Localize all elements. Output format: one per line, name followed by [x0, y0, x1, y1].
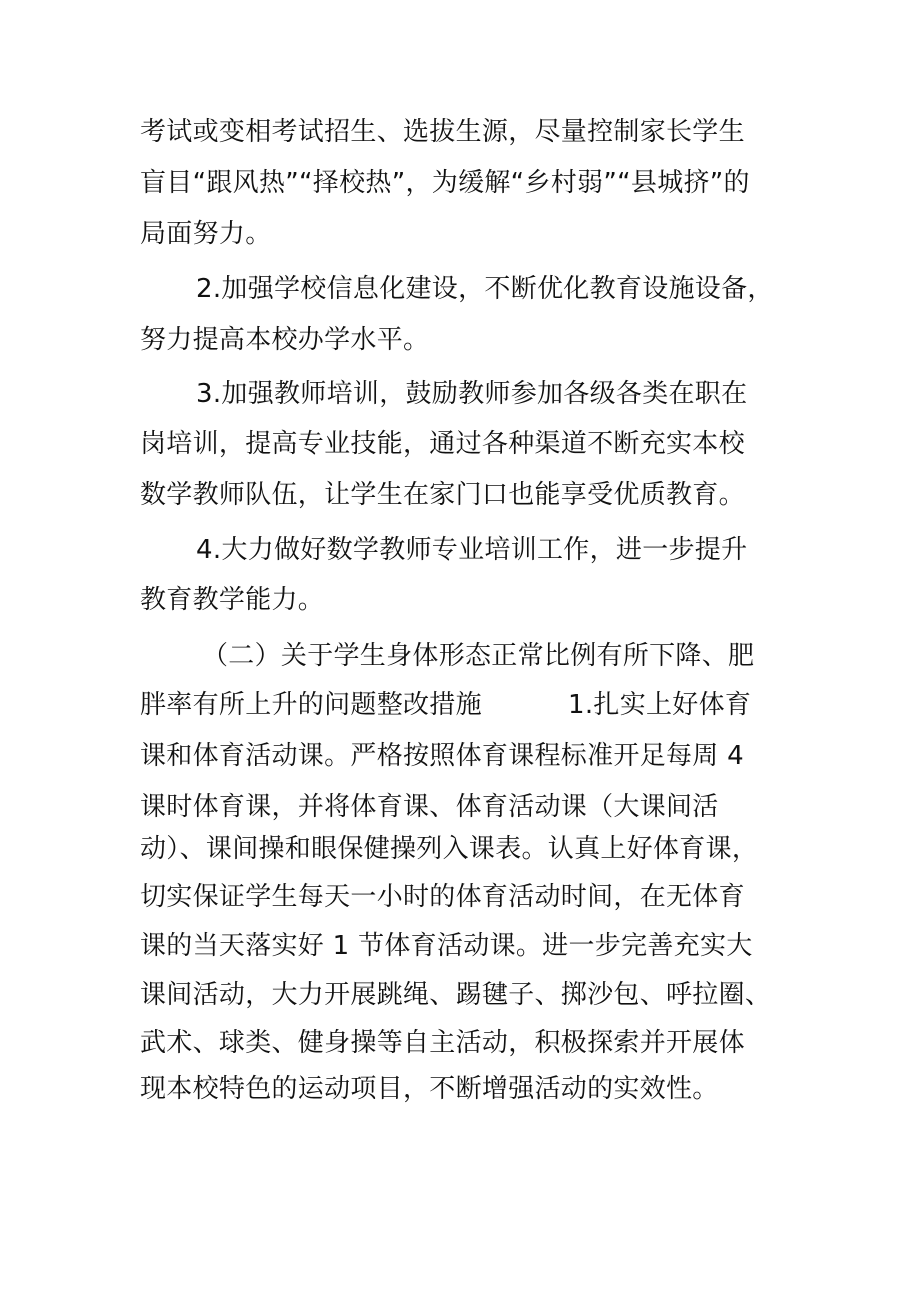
text-line: 现本校特色的运动项目，不断增强活动的实效性。 — [140, 1074, 719, 1104]
text-line: 盲目“跟风热”“择校热”，为缓解“乡村弱”“县城挤”的 — [140, 168, 750, 198]
text-line: 切实保证学生每天一小时的体育活动时间，在无体育 — [140, 882, 745, 912]
text-line: 3.加强教师培训，鼓励教师参加各级各类在职在 — [196, 379, 748, 409]
text-line: 动）、课间操和眼保健操列入课表。认真上好体育课， — [140, 834, 759, 864]
section-heading: （二）关于学生身体形态正常比例有所下降、肥 — [202, 641, 755, 671]
text-line: 课和体育活动课。严格按照体育课程标准开足每周 4 — [140, 741, 745, 771]
text-line: 数学教师队伍，让学生在家门口也能享受优质教育。 — [140, 480, 745, 510]
text-line: 2.加强学校信息化建设，不断优化教育设施设备， — [196, 274, 774, 304]
text-line: 胖率有所上升的问题整改措施 — [140, 690, 482, 720]
text-line: 岗培训，提高专业技能，通过各种渠道不断充实本校 — [140, 429, 745, 459]
text-line: 1.扎实上好体育 — [568, 690, 752, 720]
text-line: 武术、球类、健身操等自主活动，积极探索并开展体 — [140, 1028, 745, 1058]
text-line: 4.大力做好数学教师专业培训工作，进一步提升 — [196, 535, 748, 565]
text-line: 努力提高本校办学水平。 — [140, 325, 430, 355]
text-line: 教育教学能力。 — [140, 585, 325, 615]
text-line: 课间活动，大力开展跳绳、踢毽子、掷沙包、呼拉圈、 — [140, 980, 772, 1010]
text-line: 局面努力。 — [140, 219, 272, 249]
text-line: 课的当天落实好 1 节体育活动课。进一步完善充实大 — [140, 931, 753, 961]
text-line: 考试或变相考试招生、选拔生源，尽量控制家长学生 — [140, 117, 745, 147]
text-line: 课时体育课，并将体育课、体育活动课（大课间活 — [140, 792, 719, 822]
